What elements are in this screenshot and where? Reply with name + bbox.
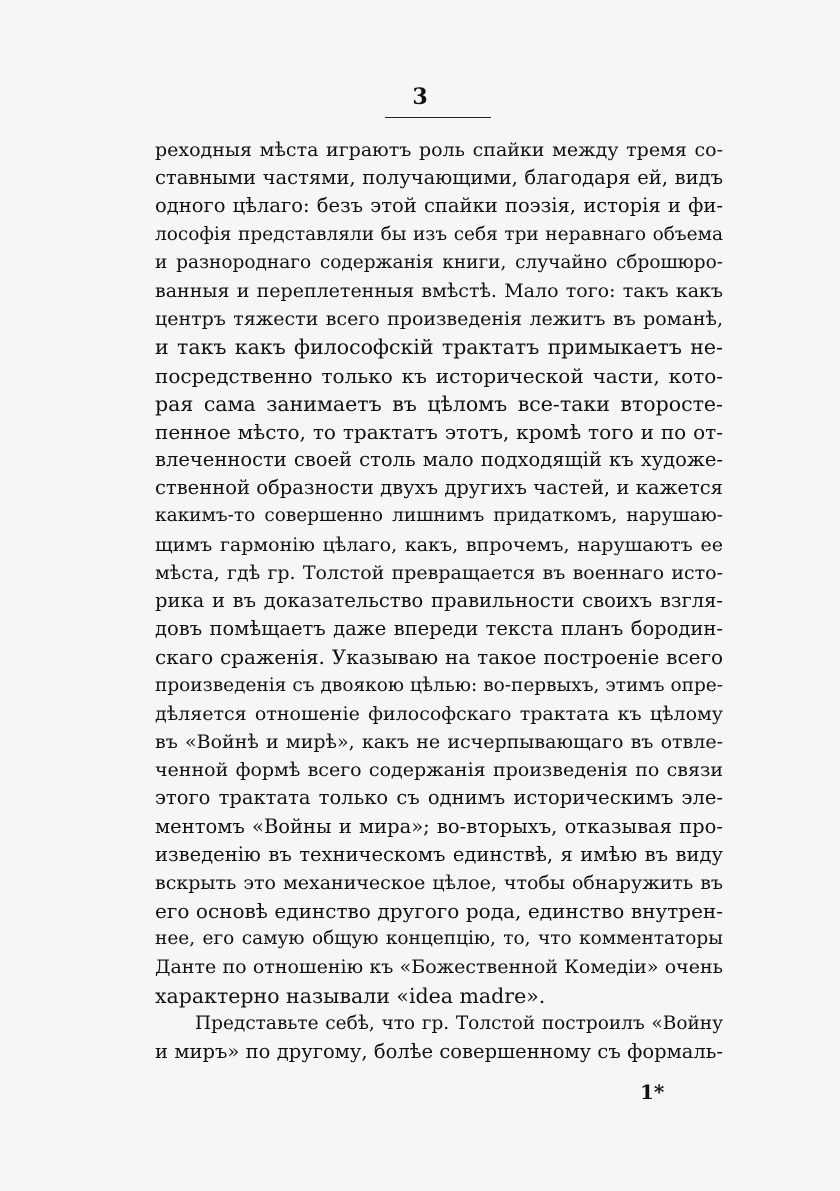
text-line: Данте по отношенію къ «Божественной Комедіи» очень	[155, 956, 723, 979]
text-line: въ «Войнѣ и мирѣ», какъ не исчерпывающаго въ отвле-	[155, 730, 723, 753]
text-line: посредственно только къ исторической части, кото-	[155, 363, 723, 388]
text-line: его основѣ единство другого рода, единство внутрен-	[155, 899, 723, 924]
text-line: ченной формѣ всего содержанія произведенія по связи	[155, 759, 723, 782]
text-line: влеченности своей столь мало подходящій къ художе-	[155, 448, 723, 472]
text-line: центръ тяжести всего произведенія лежитъ въ романѣ,	[155, 308, 723, 331]
text-line: произведенія съ двоякою цѣлью: во-первыхъ, этимъ опре-	[155, 674, 723, 696]
text-line: какимъ-то совершенно лишнимъ придаткомъ, нарушаю-	[155, 505, 723, 527]
text-line: вскрыть это механическое цѣлое, чтобы обнаружить въ	[155, 871, 723, 894]
text-line: и такъ какъ философскій трактатъ примыкаетъ не-	[155, 335, 723, 360]
text-line: щимъ гармонію цѣлаго, какъ, впрочемъ, нарушаютъ ее	[155, 533, 723, 556]
text-line: ставными частями, получающими, благодаря ей, видъ	[155, 166, 723, 190]
text-line: ванныя и переплетенныя вмѣстѣ. Мало того: такъ какъ	[155, 279, 723, 302]
paragraph-end-line: характерно называли «idea madre».	[155, 983, 546, 1008]
text-line: скаго сраженія. Указываю на такое построеніе всего	[155, 645, 723, 670]
signature-mark: 1*	[640, 1080, 665, 1104]
text-line: одного цѣлаго: безъ этой спайки поэзія, исторія и фи-	[155, 194, 723, 218]
paragraph-start-line: Представьте себѣ, что гр. Толстой построилъ «Войну	[195, 1012, 723, 1034]
text-line: этого трактата только съ однимъ историческимъ эле-	[155, 786, 723, 810]
text-line: и миръ» по другому, болѣе совершенному съ формаль-	[155, 1040, 723, 1063]
text-line: ственной образности двухъ другихъ частей, и кажется	[155, 476, 723, 500]
text-line: нее, его самую общую концепцію, то, что комментаторы	[155, 928, 723, 950]
text-line: и разнороднаго содержанія книги, случайно сброшюро-	[155, 251, 723, 273]
text-line: рика и въ доказательство правильности своихъ взгля-	[155, 589, 723, 612]
text-line: изведенію въ техническомъ единствѣ, я имѣю въ виду	[155, 842, 723, 866]
text-line: дѣляется отношеніе философскаго трактата къ цѣлому	[155, 702, 723, 725]
text-line: довъ помѣщаетъ даже впереди текста планъ бородин-	[155, 617, 723, 641]
page-number: 3	[412, 84, 428, 110]
body-text	[155, 136, 723, 1066]
header-rule	[385, 117, 491, 118]
text-line: реходныя мѣста играютъ роль спайки между тремя со-	[155, 139, 723, 161]
text-line: рая сама занимаетъ въ цѣломъ все-таки второсте-	[155, 391, 723, 416]
text-line: пенное мѣсто, то трактатъ этотъ, кромѣ того и по от-	[155, 419, 723, 444]
text-line: ментомъ «Войны и мира»; во-вторыхъ, отказывая про-	[155, 814, 723, 838]
text-line: мѣста, гдѣ гр. Толстой превращается въ военнаго исто-	[155, 561, 723, 584]
text-line: лософія представляли бы изъ себя три неравнаго объема	[155, 223, 723, 245]
